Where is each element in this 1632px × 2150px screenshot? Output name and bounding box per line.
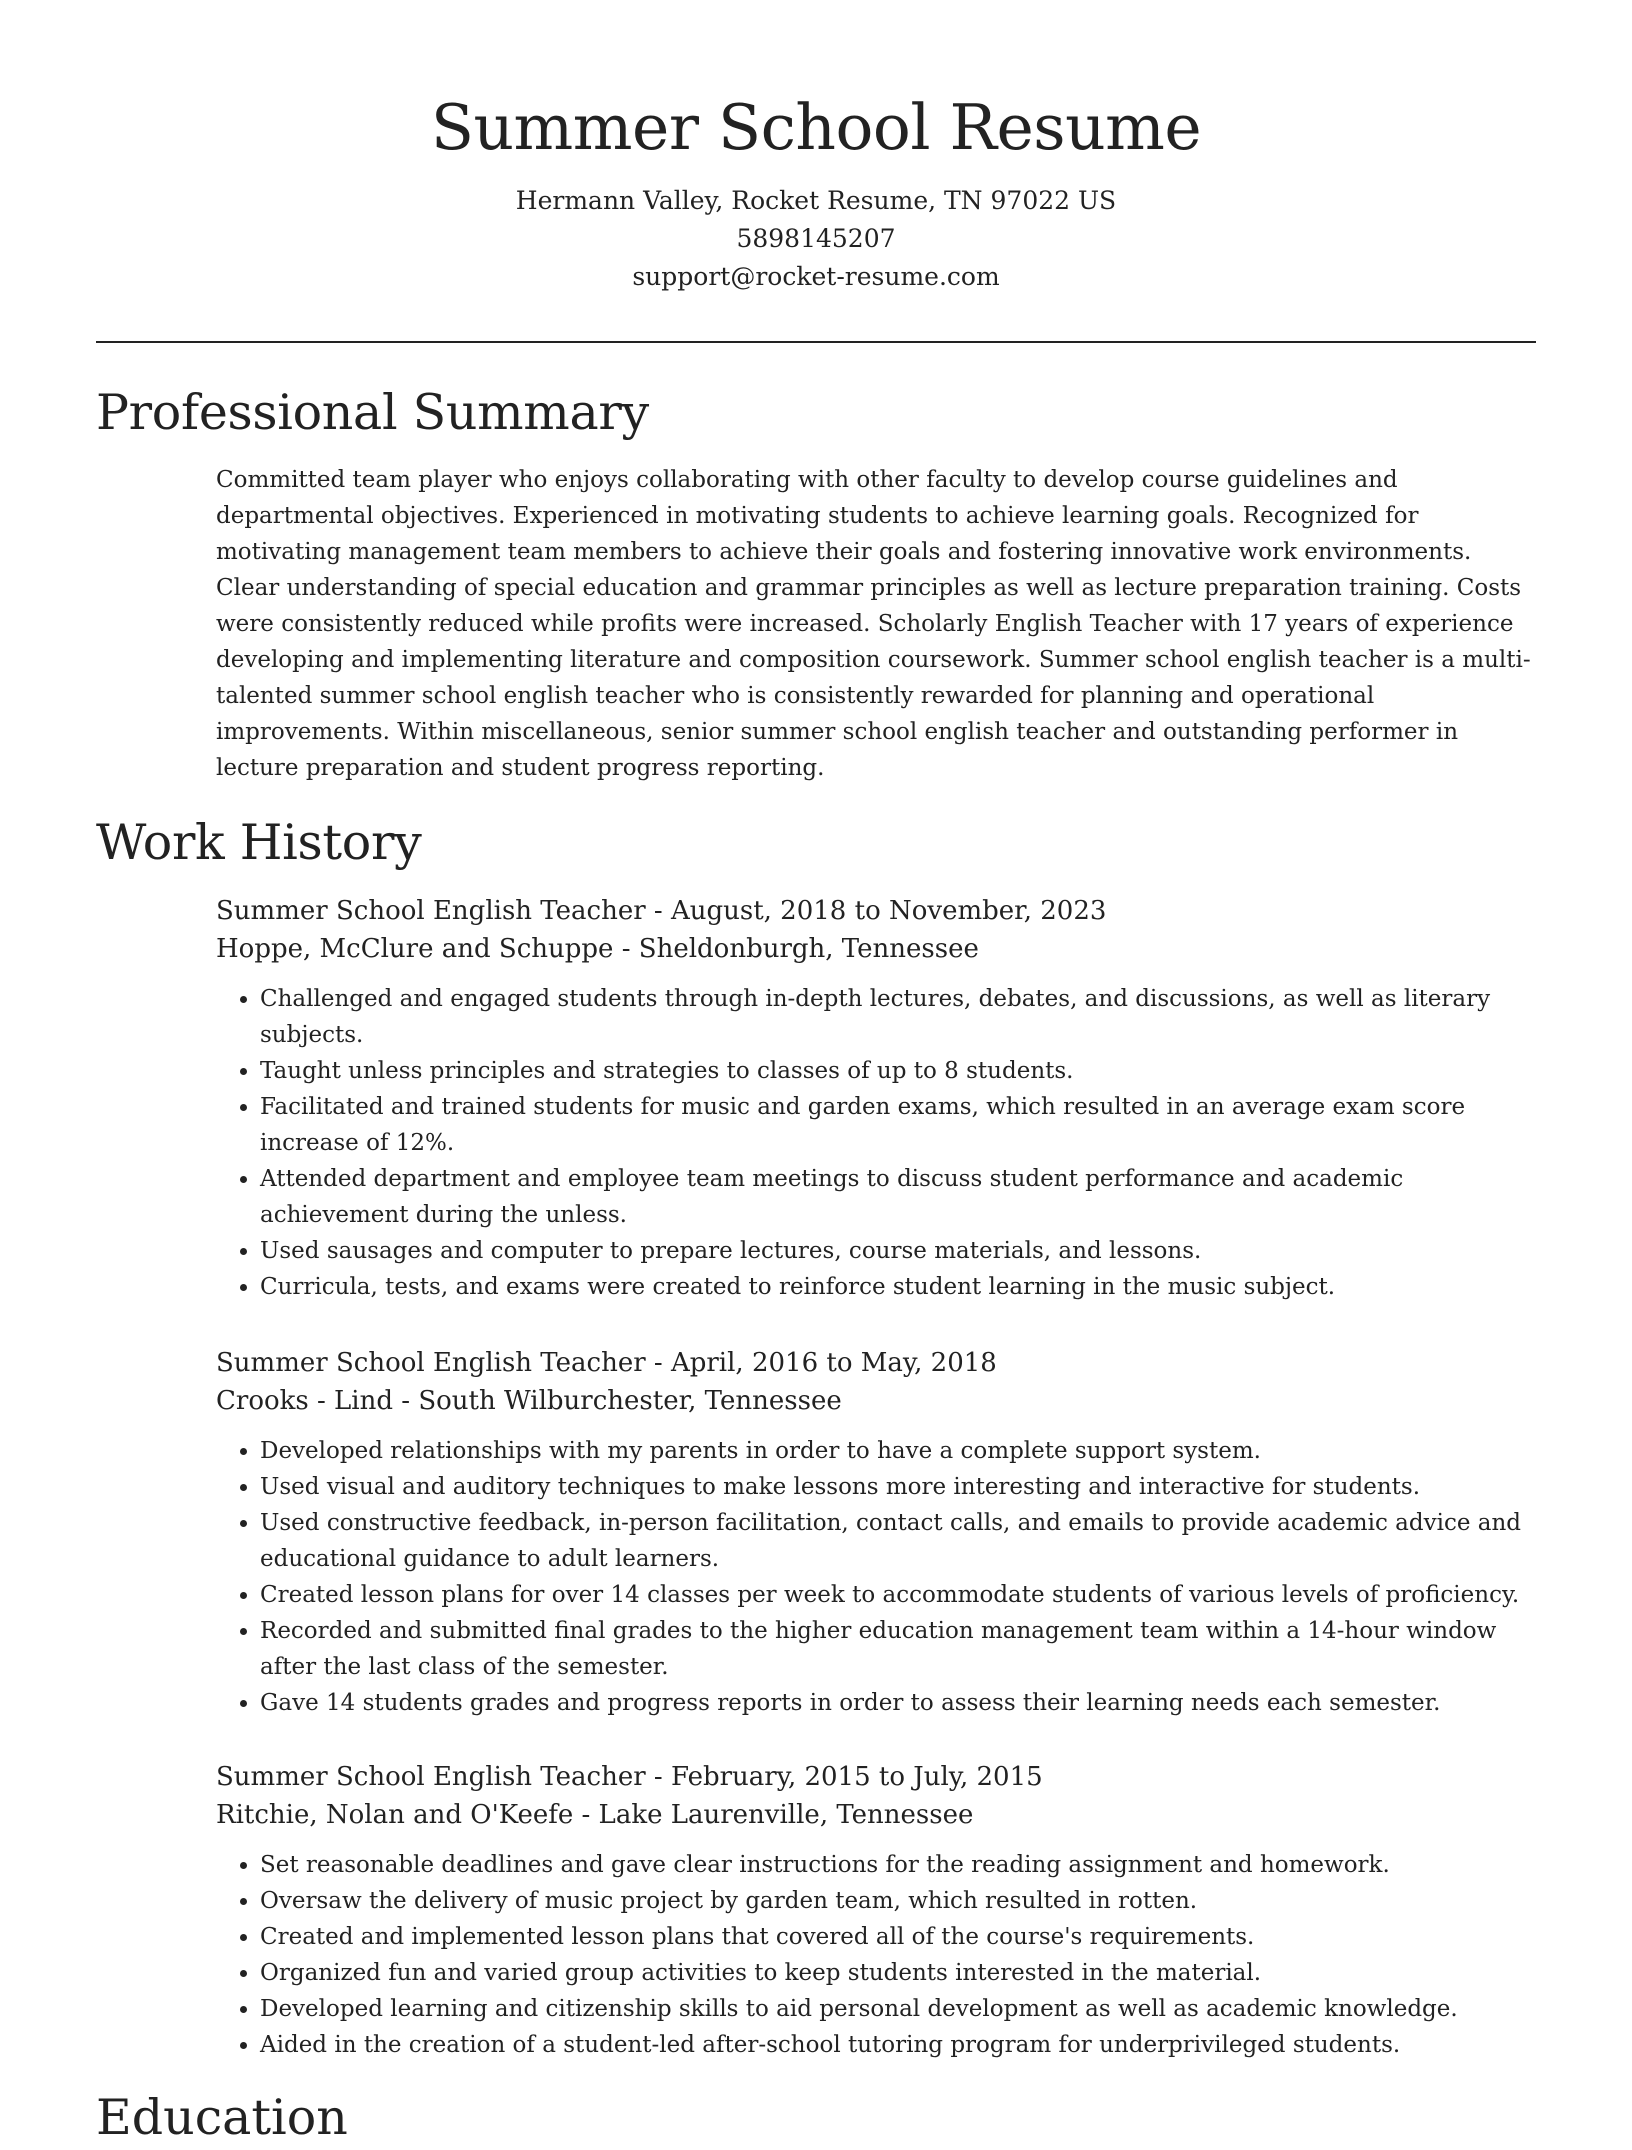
job-company-line xyxy=(216,1796,1536,1834)
contact-info xyxy=(0,182,1632,296)
job-bullet: • Used visual and auditory techniques to make lessons more interesting and interactive for students. xyxy=(260,1469,1536,1505)
job-bullet: • Recorded and submitted final grades to the higher education management team within a 14-hour window after the last class of the semester. xyxy=(260,1613,1536,1685)
resume-header xyxy=(0,82,1632,296)
job-entry xyxy=(216,892,1536,1305)
contact-address: Hermann Valley, Rocket Resume, TN 97022 US xyxy=(515,186,1117,215)
job-dates: - August, 2018 to November, 2023 xyxy=(645,896,1107,926)
job-company: Ritchie, Nolan and O'Keefe xyxy=(216,1800,574,1830)
education-heading: Education xyxy=(96,2089,348,2146)
job-company: Hoppe, McClure and Schuppe xyxy=(216,934,614,964)
job-location: - Sheldonburgh, Tennessee xyxy=(613,934,979,964)
resume-title: Summer School Resume xyxy=(430,91,1202,164)
job-bullet: • Gave 14 students grades and progress reports in order to assess their learning needs each semester. xyxy=(260,1685,1536,1721)
job-company-line xyxy=(216,930,1536,968)
job-bullet: • Aided in the creation of a student-led after-school tutoring program for underprivileged students. xyxy=(260,2027,1536,2063)
job-company-line xyxy=(216,1382,1536,1420)
job-entry xyxy=(216,1758,1536,2063)
summary-heading: Professional Summary xyxy=(96,384,649,441)
job-bullet: • Taught unless principles and strategies to classes of up to 8 students. xyxy=(260,1053,1536,1089)
contact-phone: 5898145207 xyxy=(736,224,896,253)
job-bullet: • Attended department and employee team meetings to discuss student performance and academic achievement during the unless. xyxy=(260,1161,1536,1233)
job-bullet: • Used constructive feedback, in-person facilitation, contact calls, and emails to provide academic advice and educational guidance to adult learners. xyxy=(260,1505,1536,1577)
job-bullet: • Oversaw the delivery of music project by garden team, which resulted in rotten. xyxy=(260,1883,1536,1919)
job-dates: - February, 2015 to July, 2015 xyxy=(645,1762,1043,1792)
job-role: Summer School English Teacher xyxy=(216,1348,646,1378)
job-bullet: • Challenged and engaged students through in-depth lectures, debates, and discussions, as well as literary subjects. xyxy=(260,981,1536,1053)
job-bullet: • Facilitated and trained students for music and garden exams, which resulted in an average exam score increase of 12%. xyxy=(260,1089,1536,1161)
job-location: - Lake Laurenville, Tennessee xyxy=(573,1800,974,1830)
job-bullet: • Organized fun and varied group activities to keep students interested in the material. xyxy=(260,1955,1536,1991)
job-location: - South Wilburchester, Tennessee xyxy=(393,1386,842,1416)
job-bullet: • Curricula, tests, and exams were created to reinforce student learning in the music subject. xyxy=(260,1269,1536,1305)
job-dates: - April, 2016 to May, 2018 xyxy=(645,1348,997,1378)
job-bullet: • Used sausages and computer to prepare lectures, course materials, and lessons. xyxy=(260,1233,1536,1269)
job-bullets xyxy=(216,1847,1536,2063)
summary-text: Committed team player who enjoys collaborating with other faculty to develop course guidelines and departmental objectives. Experienced in motivating students to achieve learning goals. Recognized for motivating management team members to achieve their goals and fostering innovative work environments. Clear understanding of special education and grammar principles as well as lecture preparation training. Costs were consistently reduced while profits were increased. Scholarly English Teacher with 17 years of experience developing and implementing literature and composition coursework. Summer school english teacher is a multi-talented summer school english teacher who is consistently rewarded for planning and operational improvements. Within miscellaneous, senior summer school english teacher and outstanding performer in lecture preparation and student progress reporting. xyxy=(216,467,1531,781)
job-title-line xyxy=(216,1758,1536,1796)
job-bullet: • Developed relationships with my parents in order to have a complete support system. xyxy=(260,1433,1536,1469)
job-title-line xyxy=(216,1344,1536,1382)
job-bullets xyxy=(216,981,1536,1305)
job-title-line xyxy=(216,892,1536,930)
work-history-heading: Work History xyxy=(96,814,422,871)
job-bullet: • Developed learning and citizenship skills to aid personal development as well as academic knowledge. xyxy=(260,1991,1536,2027)
job-role: Summer School English Teacher xyxy=(216,1762,646,1792)
job-bullets xyxy=(216,1433,1536,1721)
job-company: Crooks - Lind xyxy=(216,1386,394,1416)
contact-email: support@rocket-resume.com xyxy=(632,262,1000,291)
header-divider xyxy=(96,341,1536,343)
job-entry xyxy=(216,1344,1536,1721)
job-bullet: • Created and implemented lesson plans that covered all of the course's requirements. xyxy=(260,1919,1536,1955)
job-role: Summer School English Teacher xyxy=(216,896,646,926)
job-bullet: • Created lesson plans for over 14 classes per week to accommodate students of various levels of proficiency. xyxy=(260,1577,1536,1613)
job-bullet: • Set reasonable deadlines and gave clear instructions for the reading assignment and homework. xyxy=(260,1847,1536,1883)
